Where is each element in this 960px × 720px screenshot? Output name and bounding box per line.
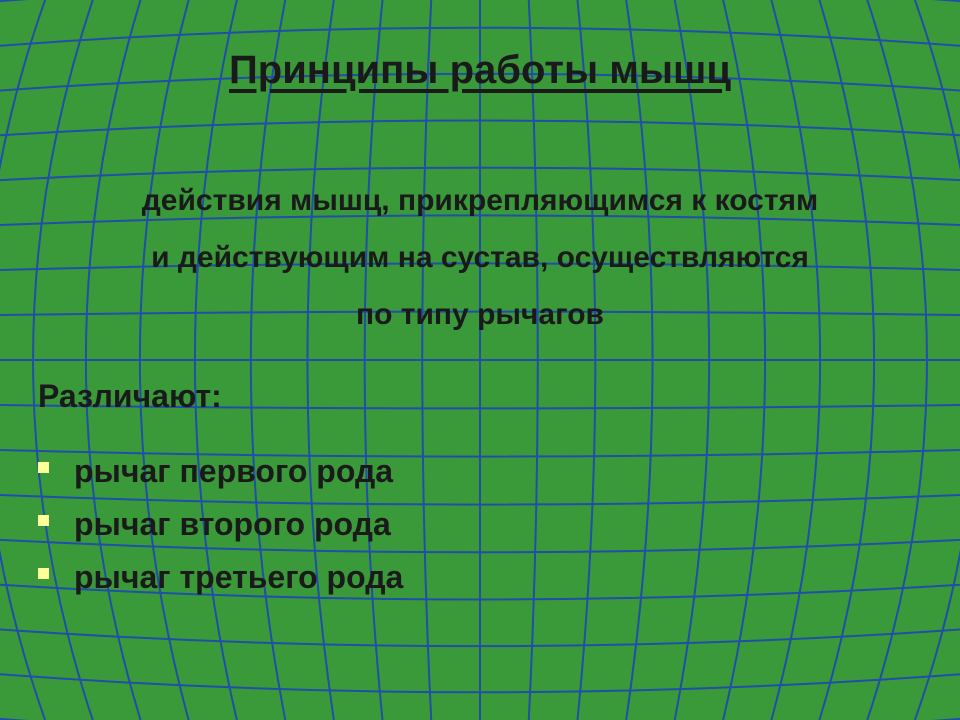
square-bullet-icon	[38, 462, 49, 473]
list-item-text: рычаг второго рода	[74, 506, 391, 542]
list-item	[38, 448, 403, 501]
list-item-text: рычаг третьего рода	[74, 559, 404, 595]
paragraph-line-1: действия мышц, прикрепляющимся к костям	[141, 184, 819, 217]
slide-title: Принципы работы мышц	[229, 48, 731, 92]
list-item	[38, 501, 403, 554]
list-item-text: рычаг первого рода	[74, 453, 394, 489]
bullet-list	[38, 448, 403, 607]
list-item	[38, 554, 403, 607]
square-bullet-icon	[38, 515, 49, 526]
paragraph-line-2: и действующим на сустав, осуществляются	[151, 241, 809, 274]
square-bullet-icon	[38, 568, 49, 579]
main-paragraph	[20, 172, 940, 343]
subheading: Различают:	[38, 378, 222, 414]
paragraph-line-3: по типу рычагов	[356, 298, 604, 331]
